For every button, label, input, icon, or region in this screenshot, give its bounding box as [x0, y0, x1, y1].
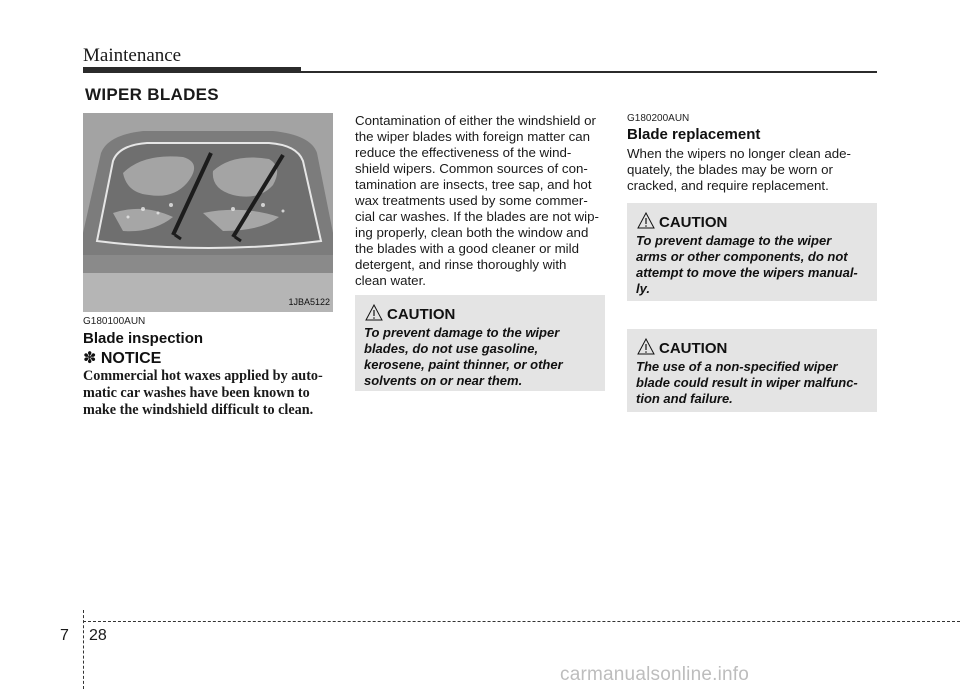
code-blade-replacement: G180200AUN [627, 113, 690, 124]
body-line: cracked, and require replacement. [627, 178, 829, 193]
notice-label: NOTICE [100, 350, 162, 367]
caution-text [636, 359, 872, 407]
caution-line: attempt to move the wipers manual- [636, 265, 858, 280]
notice-icon: ✽ [83, 350, 97, 367]
body-line: clean water. [355, 273, 426, 288]
body-line: the wiper blades with foreign matter can [355, 129, 591, 144]
caution-text [636, 233, 872, 297]
notice-line: matic car washes have been known to [83, 385, 310, 401]
caution-line: ly. [636, 281, 650, 296]
footer-rule [83, 621, 960, 622]
caution-line: blade could result in wiper malfunc- [636, 375, 858, 390]
caution-label: CAUTION [387, 306, 456, 323]
body-line: When the wipers no longer clean ade- [627, 146, 851, 161]
contamination-paragraph [355, 113, 605, 289]
caution-line: To prevent damage to the wiper [364, 325, 560, 340]
warning-triangle-icon [637, 338, 655, 355]
watermark: carmanualsonline.info [560, 664, 750, 685]
body-line: the blades with a good cleaner or mild [355, 241, 579, 256]
caution-line: To prevent damage to the wiper [636, 233, 832, 248]
notice-text [83, 368, 333, 419]
caution-line: blades, do not use gasoline, [364, 341, 539, 356]
warning-triangle-icon [637, 212, 655, 229]
body-line: ing properly, clean both the window and [355, 225, 589, 240]
windshield-illustration [83, 113, 333, 312]
caution-box-non-specified-blade [627, 329, 877, 412]
notice-heading [83, 348, 161, 368]
caution-line: solvents on or near them. [364, 373, 523, 388]
body-line: reduce the effectiveness of the wind- [355, 145, 572, 160]
caution-box-wiper-arms [627, 203, 877, 301]
windshield-photo [83, 113, 333, 312]
body-line: quately, the blades may be worn or [627, 162, 833, 177]
caution-line: The use of a non-specified wiper [636, 359, 838, 374]
body-line: shield wipers. Common sources of con- [355, 161, 588, 176]
caution-line: arms or other components, do not [636, 249, 848, 264]
body-line: wax treatments used by some commer- [355, 193, 588, 208]
body-line: cial car washes. If the blades are not wip- [355, 209, 599, 224]
caution-label: CAUTION [659, 340, 728, 357]
body-line: tamination are insects, tree sap, and hot [355, 177, 592, 192]
footer-divider [83, 610, 84, 689]
heading-blade-replacement: Blade replacement [627, 126, 761, 143]
header-title: Maintenance [83, 45, 182, 66]
caution-label: CAUTION [659, 214, 728, 231]
chapter-number: 7 [60, 627, 69, 644]
caution-line: kerosene, paint thinner, or other [364, 357, 563, 372]
page-number: 28 [89, 627, 107, 644]
notice-line: Commercial hot waxes applied by auto- [83, 368, 323, 384]
section-title: WIPER BLADES [85, 85, 219, 104]
header-bar [83, 67, 301, 73]
photo-code: 1JBA5122 [288, 297, 330, 307]
warning-triangle-icon [365, 304, 383, 321]
caution-box-wiper-blades [355, 295, 605, 391]
code-blade-inspection: G180100AUN [83, 316, 146, 327]
notice-line: make the windshield difficult to clean. [83, 402, 314, 418]
caution-text [364, 325, 600, 389]
header-rule [301, 71, 877, 73]
body-line: Contamination of either the windshield or [355, 113, 596, 128]
heading-blade-inspection: Blade inspection [83, 330, 204, 347]
body-line: detergent, and rinse thoroughly with [355, 257, 567, 272]
replacement-paragraph [627, 146, 877, 194]
caution-line: tion and failure. [636, 391, 733, 406]
